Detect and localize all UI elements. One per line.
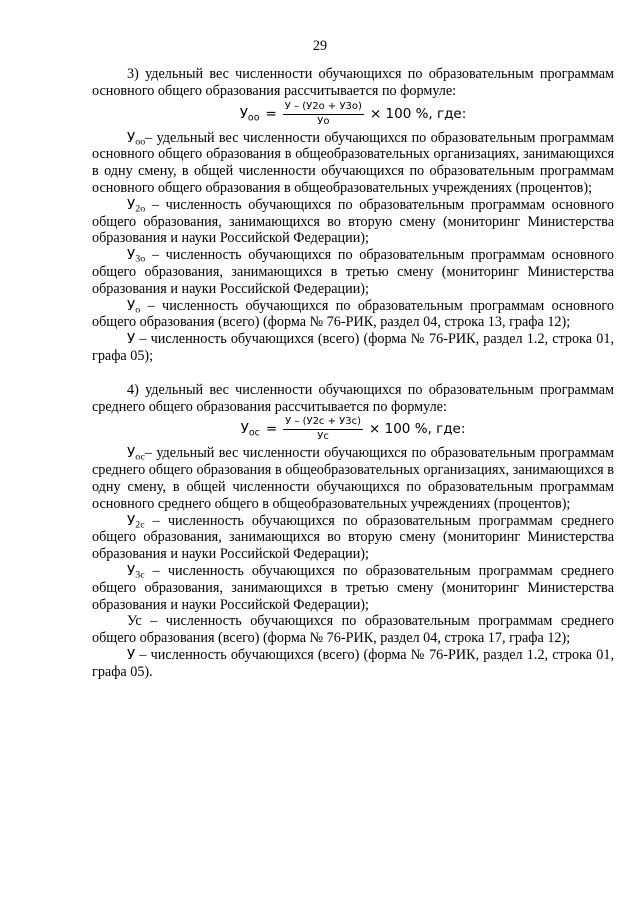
definition-4-2: $У_{3с}$ – численность обучающихся по образовательным программам среднего общего образования, занимающихся в третью смену (мониторинг Министерства образования и науки Российской Федерации); xyxy=(92,562,614,613)
formula-4-denominator: Ус xyxy=(317,431,329,443)
section-3-intro: 3) удельный вес численности обучающихся по образовательным программам основного общего образования рассчитывается по формуле: xyxy=(92,66,614,99)
definition-4-3: Ус – численность обучающихся по образовательным программам среднего общего образования (всего) (форма № 76-РИК, раздел 04, строка 17, графа 12); xyxy=(92,613,614,647)
definition-3-4: У – численность обучающихся (всего) (форма № 76-РИК, раздел 1.2, строка 01, графа 05); xyxy=(92,331,614,364)
document-body xyxy=(92,66,614,681)
section-gap xyxy=(92,365,614,382)
section-4-intro: 4) удельный вес численности обучающихся по образовательным программам среднего общего образования рассчитывается по формуле: xyxy=(92,381,614,415)
formula-3-denominator: Уо xyxy=(317,115,330,127)
formula-3-numerator: У – (У2о + У3о) xyxy=(283,101,364,115)
formula-4-numerator: У – (У2с + У3с) xyxy=(283,416,363,430)
formula-3 xyxy=(92,101,614,128)
formula-4-tail: × 100 %, где: xyxy=(369,421,466,438)
page-number: 29 xyxy=(312,38,328,54)
definition-3-1: $У_{2о}$ – численность обучающихся по образовательным программам основного общего образования, занимающихся во вторую смену (мониторинг Министерства образования и науки Российской Федерации); xyxy=(92,196,614,247)
definition-3-0: $У_{оо}-$ удельный вес численности обучающихся по образовательным программам основного общего образования в общеобразовательных организациях, занимающихся в одну смену, в общей численности обучающихся по образовательным программам основного общего образования в общеобразовательных учреждениях (процентов); xyxy=(92,129,614,196)
formula-4 xyxy=(92,416,614,443)
formula-3-lhs: $У_{оо}$ xyxy=(239,105,260,124)
definition-3-2: $У_{3о}$ – численность обучающихся по образовательным программам основного общего образования, занимающихся в третью смену (мониторинг Министерства образования и науки Российской Федерации); xyxy=(92,247,614,297)
formula-4-equals: = xyxy=(265,421,278,438)
formula-3-equals: = xyxy=(265,105,277,122)
definition-3-3: $У_о$ – численность обучающихся по образовательным программам основного общего образования (всего) (форма № 76-РИК, раздел 04, строка 13, графа 12); xyxy=(92,297,614,331)
definition-4-1: $У_{2с}$ – численность обучающихся по образовательным программам среднего общего образования, занимающихся во вторую смену (мониторинг Министерства образования и науки Российской Федерации); xyxy=(92,512,614,563)
definition-4-0: $У_{ос}-$ удельный вес численности обучающихся по образовательным программам среднего общего образования в общеобразовательных организациях, занимающихся в одну смену, в общей численности обучающихся по образовательным программам основного среднего общего в общеобразовательных учреждениях (процентов); xyxy=(92,445,614,512)
formula-4-fraction xyxy=(283,416,363,443)
formula-3-tail: × 100 %, где: xyxy=(369,105,467,122)
formula-3-fraction xyxy=(283,101,364,128)
formula-4-lhs: $У_{ос}$ xyxy=(240,421,260,439)
definition-4-4: У – численность обучающихся (всего) (форма № 76-РИК, раздел 1.2, строка 01, графа 05). xyxy=(92,646,614,680)
